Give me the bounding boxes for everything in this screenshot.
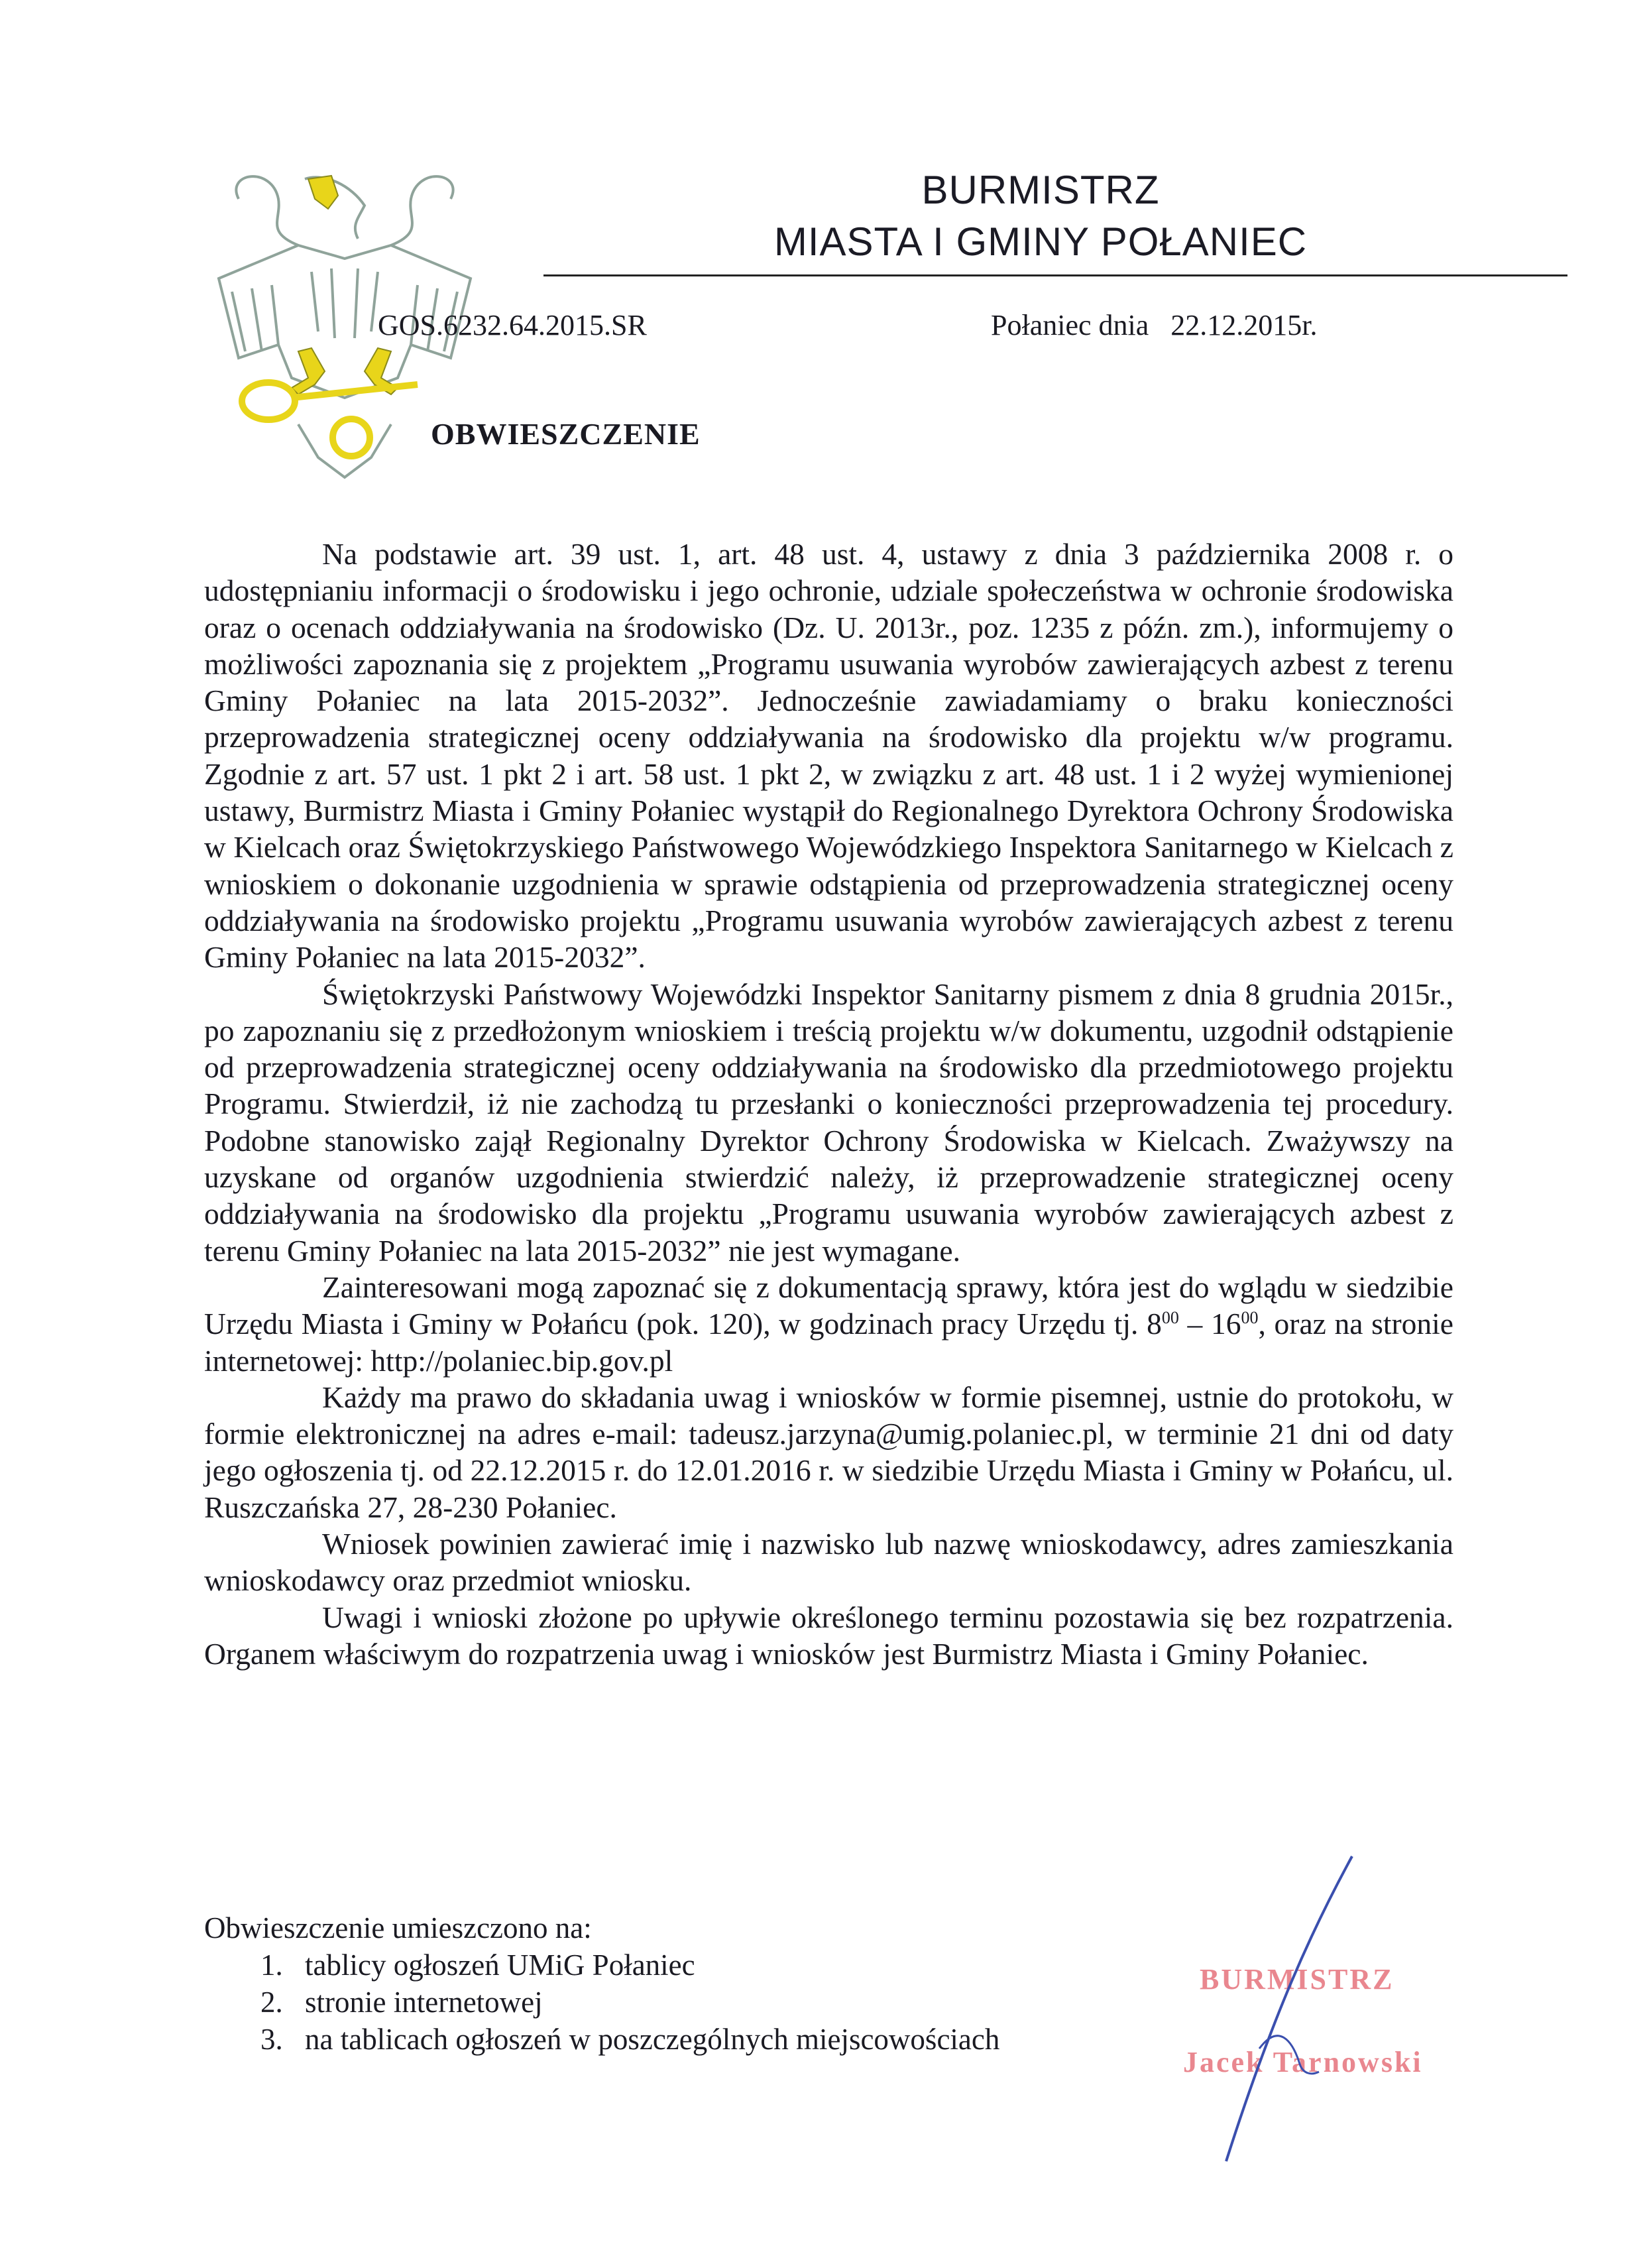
list-item: 1. tablicy ogłoszeń UMiG Połaniec bbox=[290, 1946, 999, 1984]
paragraph: Uwagi i wnioski złożone po upływie określonego terminu pozostawia się bez rozpatrzenia. Organem właściwym do rozpatrzenia uwag i wniosków jest Burmistrz Miasta i Gminy Połaniec. bbox=[204, 1600, 1453, 1671]
reference-number: GOS.6232.64.2015.SR bbox=[378, 309, 647, 341]
paragraph-text: Zainteresowani mogą zapoznać się z dokumentacją sprawy, która jest do wglądu w siedzibie Urzędu Miasta i Gminy w Połańcu (pok. 120), w godzinach pracy Urzędu tj. 8 bbox=[204, 1270, 1453, 1341]
place-and-date: Połaniec dnia 22.12.2015r. bbox=[991, 309, 1318, 341]
stamp-name: Jacek Tarnowski bbox=[1183, 2046, 1423, 2078]
notice-title: OBWIESZCZENIE bbox=[431, 417, 701, 451]
office-title-line1: BURMISTRZ bbox=[921, 168, 1160, 212]
paragraph: Wniosek powinien zawierać imię i nazwisko lub nazwę wnioskodawcy, adres zamieszkania wnioskodawcy oraz przedmiot wniosku. bbox=[204, 1527, 1453, 1598]
notice-body bbox=[204, 536, 1453, 1672]
paragraph: Świętokrzyski Państwowy Wojewódzki Inspektor Sanitarny pismem z dnia 8 grudnia 2015r., po zapoznaniu się z przedłożonym wnioskiem i treścią projektu w/w dokumentu, uzgodnił odstąpienie od przeprowadzenia strategicznej oceny oddziaływania na środowisko dla przedmiotowego projektu Programu. Stwierdził, iż nie zachodzą tu przesłanki o konieczności przeprowadzenia tej procedury. Podobne stanowisko zajął Regionalny Dyrektor Ochrony Środowiska w Kielcach. Zważywszy na uzyskane od organów uzgodnienia stwierdzić należy, iż przeprowadzenie strategicznej oceny oddziaływania na środowisko dla projektu „Programu usuwania wyrobów zawierających azbest z terenu Gminy Połaniec na lata 2015-2032” nie jest wymagane. bbox=[204, 977, 1453, 1268]
paragraph-text: , oraz na stronie internetowej: http://polaniec.bip.gov.pl bbox=[204, 1307, 1453, 1378]
hour-superscript: 00 bbox=[1241, 1308, 1259, 1328]
list-item: 3. na tablicach ogłoszeń w poszczególnych miejscowościach bbox=[290, 2021, 999, 2058]
paragraph-text: – 16 bbox=[1178, 1307, 1241, 1341]
stamp-title: BURMISTRZ bbox=[1200, 1963, 1394, 1996]
office-title-line2: MIASTA I GMINY POŁANIEC bbox=[773, 219, 1308, 264]
paragraph: Na podstawie art. 39 ust. 1, art. 48 ust. 4, ustawy z dnia 3 października 2008 r. o udostępnianiu informacji o środowisku i jego ochronie, udziale społeczeństwa w ochronie środowiska oraz o ocenach oddziaływania na środowisko (Dz. U. 2013r., poz. 1235 z późn. zm.), informujemy o możliwości zapoznania się z projektem „Programu usuwania wyrobów zawierających azbest z terenu Gminy Połaniec na lata 2015-2032”. Jednocześnie zawiadamiamy o braku konieczności przeprowadzenia strategicznej oceny oddziaływania na środowisko dla projektu w/w programu. Zgodnie z art. 57 ust. 1 pkt 2 i art. 58 ust. 1 pkt 2, w związku z art. 48 ust. 1 i 2 wyżej wymienionej ustawy, Burmistrz Miasta i Gminy Połaniec wystąpił do Regionalnego Dyrektora Ochrony Środowiska w Kielcach oraz Świętokrzyskiego Państwowego Wojewódzkiego Inspektora Sanitarnego w Kielcach z wnioskiem o dokonanie uzgodnienia w sprawie odstąpienia od przeprowadzenia strategicznej oceny oddziaływania na środowisko projektu „Programu usuwania wyrobów zawierających azbest z terenu Gminy Połaniec na lata 2015-2032”. bbox=[204, 537, 1453, 975]
placement-section bbox=[204, 1909, 999, 2058]
placement-list bbox=[204, 1946, 999, 2058]
paragraph: Każdy ma prawo do składania uwag i wniosków w formie pisemnej, ustnie do protokołu, w formie elektronicznej na adres e-mail: tadeusz.jarzyna@umig.polaniec.pl, w terminie 21 dni od daty jego ogłoszenia tj. od 22.12.2015 r. do 12.01.2016 r. w siedzibie Urzędu Miasta i Gminy w Połańcu, ul. Ruszczańska 27, 28-230 Połaniec. bbox=[204, 1380, 1453, 1524]
header-divider bbox=[543, 274, 1567, 276]
signature-icon bbox=[1180, 1850, 1392, 2168]
list-item: 2. stronie internetowej bbox=[290, 1984, 999, 2021]
placement-heading: Obwieszczenie umieszczono na: bbox=[204, 1911, 592, 1944]
paragraph-inspection bbox=[204, 1269, 1453, 1379]
hour-superscript: 00 bbox=[1161, 1308, 1179, 1328]
